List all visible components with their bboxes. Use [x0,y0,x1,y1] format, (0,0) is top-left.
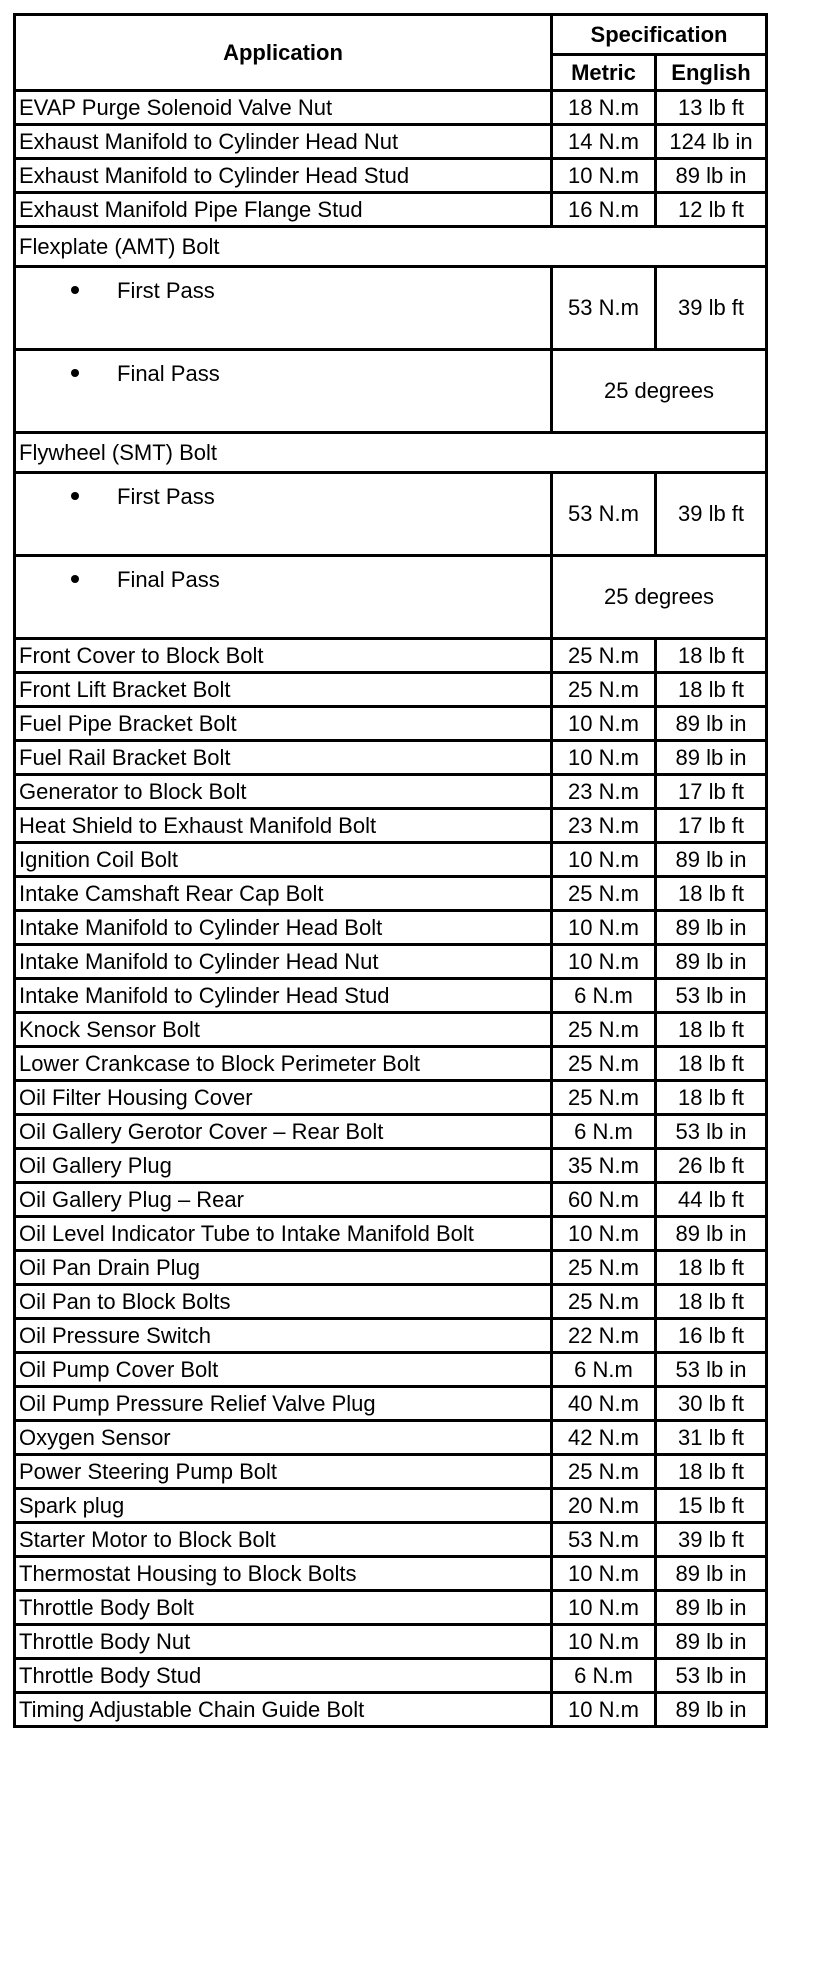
english-cell: 18 lb ft [656,673,767,707]
application-cell: Ignition Coil Bolt [15,843,552,877]
metric-cell: 6 N.m [552,979,656,1013]
metric-cell: 35 N.m [552,1149,656,1183]
table-row [15,877,767,911]
table-row [15,945,767,979]
english-cell: 39 lb ft [656,267,767,350]
metric-cell: 10 N.m [552,741,656,775]
group-heading-row [15,433,767,473]
metric-cell: 25 N.m [552,1285,656,1319]
english-cell: 17 lb ft [656,775,767,809]
table-row [15,1659,767,1693]
metric-cell: 10 N.m [552,1693,656,1727]
table-row [15,1115,767,1149]
application-cell: Oil Pump Cover Bolt [15,1353,552,1387]
english-cell: 89 lb in [656,843,767,877]
pass-label: Final Pass [117,361,220,386]
application-cell: Exhaust Manifold to Cylinder Head Nut [15,125,552,159]
application-cell: Oil Pan to Block Bolts [15,1285,552,1319]
english-cell: 89 lb in [656,741,767,775]
header-row [15,15,767,55]
pass-row [15,556,767,639]
metric-cell: 6 N.m [552,1115,656,1149]
table-body [15,91,767,1727]
metric-cell: 10 N.m [552,1591,656,1625]
metric-cell: 25 N.m [552,639,656,673]
bullet-icon [71,492,79,500]
english-cell: 26 lb ft [656,1149,767,1183]
application-cell: Intake Camshaft Rear Cap Bolt [15,877,552,911]
english-cell: 18 lb ft [656,1013,767,1047]
bullet-icon [71,575,79,583]
english-cell: 12 lb ft [656,193,767,227]
table-row [15,1557,767,1591]
table-row [15,775,767,809]
metric-cell: 18 N.m [552,91,656,125]
torque-specification-table [13,13,768,1728]
table-row [15,1693,767,1727]
table-row [15,809,767,843]
metric-cell: 16 N.m [552,193,656,227]
application-cell: Thermostat Housing to Block Bolts [15,1557,552,1591]
english-cell: 18 lb ft [656,1455,767,1489]
application-cell: Oil Pan Drain Plug [15,1251,552,1285]
metric-cell: 10 N.m [552,843,656,877]
english-cell: 89 lb in [656,1693,767,1727]
english-cell: 53 lb in [656,1659,767,1693]
application-cell: Oil Gallery Plug – Rear [15,1183,552,1217]
english-cell: 18 lb ft [656,639,767,673]
english-cell: 53 lb in [656,1115,767,1149]
table-row [15,1251,767,1285]
application-cell: Fuel Pipe Bracket Bolt [15,707,552,741]
table-row [15,1625,767,1659]
english-cell: 89 lb in [656,1625,767,1659]
table-row [15,1421,767,1455]
group-heading-row [15,227,767,267]
metric-cell: 6 N.m [552,1353,656,1387]
english-cell: 18 lb ft [656,1285,767,1319]
metric-cell: 53 N.m [552,267,656,350]
metric-cell: 60 N.m [552,1183,656,1217]
english-header: English [656,55,767,91]
application-cell: Fuel Rail Bracket Bolt [15,741,552,775]
application-cell: Starter Motor to Block Bolt [15,1523,552,1557]
table-row [15,1149,767,1183]
table-row [15,639,767,673]
application-cell: Heat Shield to Exhaust Manifold Bolt [15,809,552,843]
application-cell: Timing Adjustable Chain Guide Bolt [15,1693,552,1727]
english-cell: 15 lb ft [656,1489,767,1523]
english-cell: 17 lb ft [656,809,767,843]
metric-cell: 25 N.m [552,673,656,707]
table-row [15,125,767,159]
application-cell: Power Steering Pump Bolt [15,1455,552,1489]
application-cell: Intake Manifold to Cylinder Head Stud [15,979,552,1013]
metric-cell: 10 N.m [552,945,656,979]
group-heading-cell: Flywheel (SMT) Bolt [15,433,767,473]
english-cell: 39 lb ft [656,473,767,556]
table-row [15,1455,767,1489]
table-row [15,1047,767,1081]
application-cell: Oil Level Indicator Tube to Intake Manifold Bolt [15,1217,552,1251]
bullet-icon [71,369,79,377]
pass-label: Final Pass [117,567,220,592]
metric-cell: 25 N.m [552,1047,656,1081]
table-row [15,1013,767,1047]
metric-cell: 10 N.m [552,159,656,193]
application-cell: Generator to Block Bolt [15,775,552,809]
table-row [15,1489,767,1523]
application-cell: Intake Manifold to Cylinder Head Nut [15,945,552,979]
table-row [15,1319,767,1353]
english-cell: 13 lb ft [656,91,767,125]
table-row [15,707,767,741]
english-cell: 124 lb in [656,125,767,159]
metric-cell: 22 N.m [552,1319,656,1353]
pass-row [15,267,767,350]
bullet-icon [71,286,79,294]
pass-label: First Pass [117,484,215,509]
metric-cell: 10 N.m [552,1625,656,1659]
english-cell: 39 lb ft [656,1523,767,1557]
table-row [15,1591,767,1625]
english-cell: 53 lb in [656,979,767,1013]
pass-application-cell [15,350,552,433]
metric-cell: 25 N.m [552,877,656,911]
application-cell: Oil Pressure Switch [15,1319,552,1353]
application-cell: Spark plug [15,1489,552,1523]
application-cell: Front Lift Bracket Bolt [15,673,552,707]
group-heading-cell: Flexplate (AMT) Bolt [15,227,767,267]
application-cell: Throttle Body Stud [15,1659,552,1693]
english-cell: 89 lb in [656,159,767,193]
table-row [15,673,767,707]
english-cell: 89 lb in [656,945,767,979]
application-cell: Throttle Body Bolt [15,1591,552,1625]
table-row [15,911,767,945]
english-cell: 44 lb ft [656,1183,767,1217]
metric-cell: 10 N.m [552,911,656,945]
english-cell: 30 lb ft [656,1387,767,1421]
metric-cell: 42 N.m [552,1421,656,1455]
pass-label: First Pass [117,278,215,303]
english-cell: 18 lb ft [656,1251,767,1285]
application-cell: Front Cover to Block Bolt [15,639,552,673]
metric-cell: 10 N.m [552,707,656,741]
application-cell: Lower Crankcase to Block Perimeter Bolt [15,1047,552,1081]
english-cell: 89 lb in [656,1557,767,1591]
pass-row [15,350,767,433]
specification-header: Specification [552,15,767,55]
application-cell: Oil Gallery Gerotor Cover – Rear Bolt [15,1115,552,1149]
english-cell: 89 lb in [656,1591,767,1625]
application-cell: EVAP Purge Solenoid Valve Nut [15,91,552,125]
metric-cell: 20 N.m [552,1489,656,1523]
english-cell: 89 lb in [656,1217,767,1251]
application-cell: Exhaust Manifold to Cylinder Head Stud [15,159,552,193]
metric-cell: 10 N.m [552,1557,656,1591]
metric-cell: 6 N.m [552,1659,656,1693]
table-row [15,1217,767,1251]
pass-application-cell [15,267,552,350]
metric-cell: 53 N.m [552,1523,656,1557]
table-row [15,1081,767,1115]
application-header: Application [15,15,552,91]
english-cell: 16 lb ft [656,1319,767,1353]
table-row [15,1387,767,1421]
english-cell: 18 lb ft [656,877,767,911]
application-cell: Oil Pump Pressure Relief Valve Plug [15,1387,552,1421]
english-cell: 89 lb in [656,707,767,741]
table-row [15,741,767,775]
pass-row [15,473,767,556]
angle-cell: 25 degrees [552,556,767,639]
metric-cell: 53 N.m [552,473,656,556]
metric-cell: 25 N.m [552,1251,656,1285]
english-cell: 18 lb ft [656,1047,767,1081]
table-row [15,1523,767,1557]
table-row [15,1285,767,1319]
metric-cell: 10 N.m [552,1217,656,1251]
table-row [15,159,767,193]
metric-cell: 25 N.m [552,1013,656,1047]
application-cell: Oxygen Sensor [15,1421,552,1455]
table-row [15,843,767,877]
application-cell: Knock Sensor Bolt [15,1013,552,1047]
metric-cell: 14 N.m [552,125,656,159]
angle-cell: 25 degrees [552,350,767,433]
table-row [15,1183,767,1217]
metric-cell: 23 N.m [552,775,656,809]
application-cell: Intake Manifold to Cylinder Head Bolt [15,911,552,945]
pass-application-cell [15,473,552,556]
table-row [15,1353,767,1387]
pass-application-cell [15,556,552,639]
english-cell: 53 lb in [656,1353,767,1387]
metric-cell: 23 N.m [552,809,656,843]
application-cell: Throttle Body Nut [15,1625,552,1659]
table-row [15,91,767,125]
application-cell: Exhaust Manifold Pipe Flange Stud [15,193,552,227]
table-row [15,193,767,227]
metric-cell: 25 N.m [552,1081,656,1115]
table-row [15,979,767,1013]
metric-cell: 40 N.m [552,1387,656,1421]
metric-cell: 25 N.m [552,1455,656,1489]
application-cell: Oil Gallery Plug [15,1149,552,1183]
english-cell: 31 lb ft [656,1421,767,1455]
english-cell: 89 lb in [656,911,767,945]
metric-header: Metric [552,55,656,91]
english-cell: 18 lb ft [656,1081,767,1115]
application-cell: Oil Filter Housing Cover [15,1081,552,1115]
